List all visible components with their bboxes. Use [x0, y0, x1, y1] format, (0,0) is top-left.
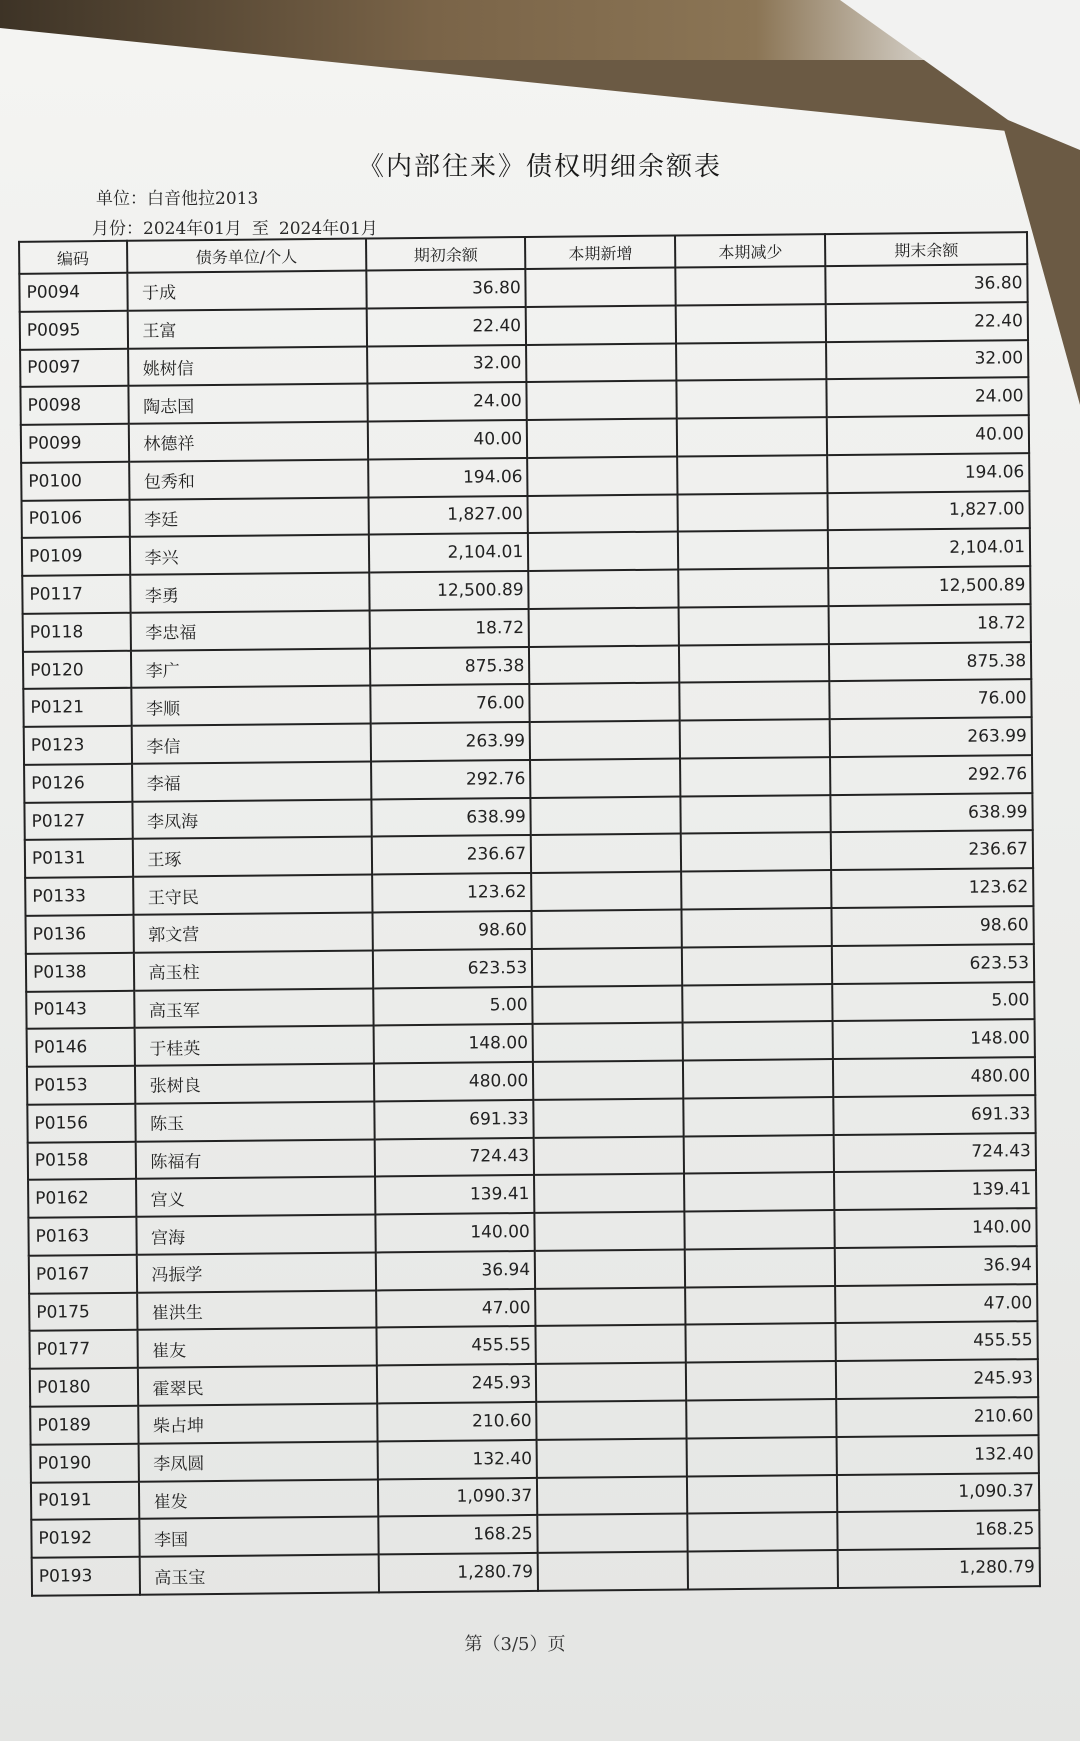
row-period-reduced: [680, 757, 830, 796]
row-code: P0117: [22, 575, 130, 614]
row-debtor-name: 李兴: [129, 535, 369, 575]
row-closing-balance: 32.00: [826, 340, 1028, 380]
row-closing-balance: 24.00: [827, 377, 1029, 417]
row-opening-balance: 5.00: [373, 986, 532, 1025]
row-closing-balance: 691.33: [834, 1095, 1036, 1135]
row-opening-balance: 623.53: [373, 949, 532, 988]
row-period-reduced: [686, 1399, 836, 1438]
row-debtor-name: 崔友: [137, 1328, 377, 1368]
row-period-added: [528, 494, 678, 533]
row-debtor-name: 陈玉: [135, 1101, 375, 1141]
row-period-added: [526, 305, 676, 344]
row-opening-balance: 36.80: [367, 269, 526, 308]
header-period-reduced: 本期减少: [675, 234, 825, 267]
row-period-added: [529, 645, 679, 684]
row-period-reduced: [676, 342, 826, 381]
row-closing-balance: 18.72: [829, 604, 1031, 644]
row-period-added: [527, 456, 677, 495]
row-period-reduced: [684, 1097, 834, 1136]
row-debtor-name: 包秀和: [129, 459, 369, 499]
row-period-reduced: [679, 606, 829, 645]
row-opening-balance: 263.99: [371, 722, 530, 761]
row-closing-balance: 292.76: [830, 755, 1032, 795]
row-debtor-name: 王琢: [132, 837, 372, 877]
row-closing-balance: 36.80: [826, 264, 1028, 304]
row-opening-balance: 691.33: [374, 1100, 533, 1139]
row-closing-balance: 623.53: [832, 944, 1034, 984]
row-closing-balance: 36.94: [835, 1246, 1037, 1286]
row-code: P0175: [29, 1292, 137, 1331]
row-closing-balance: 210.60: [837, 1397, 1039, 1437]
row-debtor-name: 王富: [127, 308, 367, 348]
row-period-added: [531, 834, 681, 873]
row-code: P0097: [20, 348, 128, 387]
row-debtor-name: 姚树信: [128, 346, 368, 386]
row-period-added: [536, 1325, 686, 1364]
header-closing-balance: 期末余额: [825, 232, 1027, 266]
row-period-added: [533, 1061, 683, 1100]
row-opening-balance: 32.00: [367, 345, 526, 384]
row-closing-balance: 40.00: [827, 415, 1029, 455]
header-opening-balance: 期初余额: [366, 237, 525, 271]
row-opening-balance: 40.00: [368, 420, 527, 459]
row-code: P0100: [21, 462, 129, 501]
row-debtor-name: 李广: [130, 648, 370, 688]
row-closing-balance: 5.00: [833, 982, 1035, 1022]
row-period-reduced: [682, 946, 832, 985]
row-period-reduced: [681, 870, 831, 909]
row-opening-balance: 2,104.01: [369, 533, 528, 572]
row-debtor-name: 李廷: [129, 497, 369, 537]
row-opening-balance: 22.40: [367, 307, 526, 346]
row-code: P0192: [31, 1519, 139, 1558]
row-code: P0162: [28, 1179, 136, 1218]
period-to-label: 至: [251, 219, 269, 239]
row-debtor-name: 李凤海: [132, 799, 372, 839]
row-period-reduced: [681, 795, 831, 834]
row-period-reduced: [683, 1021, 833, 1060]
row-code: P0127: [24, 801, 132, 840]
row-period-reduced: [685, 1248, 835, 1287]
row-period-reduced: [676, 266, 826, 305]
row-opening-balance: 1,090.37: [378, 1477, 537, 1516]
row-closing-balance: 47.00: [835, 1284, 1037, 1324]
row-code: P0098: [20, 386, 128, 425]
row-opening-balance: 168.25: [378, 1515, 537, 1554]
row-period-added: [537, 1514, 687, 1553]
row-code: P0146: [27, 1028, 135, 1067]
row-closing-balance: 194.06: [827, 453, 1029, 493]
row-period-reduced: [685, 1286, 835, 1325]
row-period-reduced: [677, 417, 827, 456]
row-debtor-name: 陈福有: [135, 1139, 375, 1179]
row-closing-balance: 263.99: [830, 717, 1032, 757]
row-closing-balance: 1,280.79: [838, 1548, 1040, 1588]
row-period-reduced: [688, 1550, 838, 1589]
row-period-added: [530, 721, 680, 760]
row-period-reduced: [687, 1437, 837, 1476]
row-closing-balance: 12,500.89: [829, 566, 1031, 606]
unit-label: 单位：: [96, 189, 147, 209]
row-period-added: [535, 1249, 685, 1288]
row-code: P0153: [27, 1066, 135, 1105]
row-opening-balance: 140.00: [376, 1213, 535, 1252]
row-opening-balance: 47.00: [376, 1289, 535, 1328]
row-period-reduced: [683, 1059, 833, 1098]
row-opening-balance: 480.00: [374, 1062, 533, 1101]
row-period-reduced: [677, 455, 827, 494]
row-opening-balance: 98.60: [373, 911, 532, 950]
row-period-added: [535, 1287, 685, 1326]
row-period-reduced: [677, 379, 827, 418]
row-code: P0121: [23, 688, 131, 727]
row-code: P0136: [26, 915, 134, 954]
row-debtor-name: 李凤圆: [138, 1441, 378, 1481]
row-closing-balance: 245.93: [836, 1359, 1038, 1399]
row-period-added: [526, 268, 676, 307]
row-closing-balance: 2,104.01: [828, 529, 1030, 569]
row-debtor-name: 于成: [127, 271, 367, 311]
row-opening-balance: 148.00: [374, 1024, 533, 1063]
row-debtor-name: 林德祥: [128, 422, 368, 462]
header-code: 编码: [19, 241, 127, 274]
row-period-reduced: [682, 984, 832, 1023]
row-period-added: [532, 947, 682, 986]
row-period-reduced: [679, 644, 829, 683]
row-closing-balance: 76.00: [830, 680, 1032, 720]
row-opening-balance: 638.99: [372, 798, 531, 837]
row-period-added: [530, 683, 680, 722]
row-opening-balance: 76.00: [370, 684, 529, 723]
row-opening-balance: 18.72: [370, 609, 529, 648]
row-code: P0167: [29, 1255, 137, 1294]
row-code: P0095: [20, 311, 128, 350]
row-code: P0133: [25, 877, 133, 916]
row-debtor-name: 李勇: [130, 573, 370, 613]
row-period-added: [536, 1400, 686, 1439]
row-closing-balance: 132.40: [837, 1435, 1039, 1475]
row-period-reduced: [679, 568, 829, 607]
row-debtor-name: 李忠福: [130, 610, 370, 650]
row-debtor-name: 李国: [139, 1517, 379, 1557]
row-closing-balance: 724.43: [834, 1133, 1036, 1173]
row-opening-balance: 875.38: [370, 647, 529, 686]
row-period-reduced: [680, 719, 830, 758]
row-code: P0118: [23, 613, 131, 652]
row-opening-balance: 1,827.00: [369, 496, 528, 535]
row-period-reduced: [684, 1172, 834, 1211]
row-period-added: [532, 910, 682, 949]
row-debtor-name: 王守民: [133, 875, 373, 915]
row-period-added: [528, 570, 678, 609]
page-number: 第（3/5）页: [464, 1634, 566, 1655]
row-period-reduced: [682, 908, 832, 947]
period-from: 2024年01月: [143, 219, 242, 239]
row-code: P0094: [19, 273, 127, 312]
row-closing-balance: 638.99: [831, 793, 1033, 833]
row-code: P0158: [28, 1141, 136, 1180]
row-opening-balance: 210.60: [377, 1402, 536, 1441]
row-period-reduced: [680, 681, 830, 720]
row-opening-balance: 36.94: [376, 1251, 535, 1290]
row-debtor-name: 高玉军: [134, 988, 374, 1028]
row-closing-balance: 875.38: [829, 642, 1031, 682]
row-debtor-name: 宫义: [136, 1177, 376, 1217]
row-opening-balance: 1,280.79: [379, 1553, 538, 1592]
row-opening-balance: 24.00: [368, 382, 527, 421]
header-debtor: 债务单位/个人: [127, 239, 367, 273]
row-period-added: [537, 1438, 687, 1477]
row-closing-balance: 455.55: [836, 1322, 1038, 1362]
row-opening-balance: 194.06: [368, 458, 527, 497]
row-debtor-name: 李福: [132, 761, 372, 801]
row-code: P0190: [31, 1443, 139, 1482]
row-period-added: [534, 1174, 684, 1213]
row-period-added: [536, 1363, 686, 1402]
row-debtor-name: 郭文营: [133, 912, 373, 952]
row-period-added: [531, 872, 681, 911]
row-period-reduced: [676, 304, 826, 343]
row-period-added: [535, 1212, 685, 1251]
row-period-added: [529, 607, 679, 646]
unit-line: [96, 184, 258, 209]
row-period-added: [532, 985, 682, 1024]
row-period-reduced: [686, 1361, 836, 1400]
row-opening-balance: 123.62: [372, 873, 531, 912]
row-debtor-name: 崔洪生: [137, 1290, 377, 1330]
row-debtor-name: 高玉宝: [139, 1554, 379, 1594]
row-debtor-name: 张树良: [134, 1064, 374, 1104]
row-period-added: [526, 343, 676, 382]
row-code: P0126: [24, 764, 132, 803]
row-period-reduced: [681, 833, 831, 872]
row-period-added: [534, 1136, 684, 1175]
row-closing-balance: 98.60: [832, 906, 1034, 946]
row-code: P0143: [26, 990, 134, 1029]
row-period-reduced: [685, 1210, 835, 1249]
row-closing-balance: 168.25: [838, 1510, 1040, 1550]
row-code: P0123: [24, 726, 132, 765]
row-period-added: [530, 758, 680, 797]
row-debtor-name: 宫海: [136, 1215, 376, 1255]
row-period-reduced: [678, 493, 828, 532]
row-closing-balance: 1,090.37: [837, 1473, 1039, 1513]
row-closing-balance: 22.40: [826, 302, 1028, 342]
row-code: P0163: [28, 1217, 136, 1256]
row-code: P0131: [25, 839, 133, 878]
row-debtor-name: 柴占坤: [138, 1403, 378, 1443]
row-opening-balance: 724.43: [375, 1138, 534, 1177]
row-opening-balance: 292.76: [371, 760, 530, 799]
row-code: P0138: [26, 953, 134, 992]
row-code: P0177: [29, 1330, 137, 1369]
row-debtor-name: 李信: [131, 724, 371, 764]
row-opening-balance: 245.93: [377, 1364, 536, 1403]
row-code: P0189: [30, 1406, 138, 1445]
row-period-added: [537, 1476, 687, 1515]
row-period-added: [534, 1098, 684, 1137]
document-title: 《内部往来》债权明细余额表: [357, 152, 722, 182]
balance-table: [18, 231, 1041, 1597]
row-closing-balance: 1,827.00: [828, 491, 1030, 531]
row-closing-balance: 480.00: [833, 1057, 1035, 1097]
row-period-added: [533, 1023, 683, 1062]
row-closing-balance: 140.00: [835, 1208, 1037, 1248]
row-period-added: [527, 381, 677, 420]
row-code: P0120: [23, 650, 131, 689]
period-line: [92, 214, 378, 239]
row-period-added: [531, 796, 681, 835]
row-closing-balance: 236.67: [831, 831, 1033, 871]
row-period-added: [528, 532, 678, 571]
row-code: P0156: [27, 1104, 135, 1143]
row-debtor-name: 李顺: [131, 686, 371, 726]
row-opening-balance: 455.55: [377, 1326, 536, 1365]
balance-table-wrapper: [18, 231, 1041, 1597]
row-period-added: [538, 1552, 688, 1591]
row-opening-balance: 236.67: [372, 835, 531, 874]
period-to: 2024年01月: [278, 219, 378, 239]
row-opening-balance: 139.41: [375, 1175, 534, 1214]
row-opening-balance: 12,500.89: [369, 571, 528, 610]
row-code: P0193: [32, 1557, 140, 1596]
row-period-reduced: [684, 1135, 834, 1174]
row-period-added: [527, 419, 677, 458]
header-period-added: 本期新增: [525, 236, 675, 269]
row-code: P0109: [22, 537, 130, 576]
row-debtor-name: 陶志国: [128, 384, 368, 424]
row-period-reduced: [686, 1323, 836, 1362]
row-code: P0099: [21, 424, 129, 463]
row-opening-balance: 132.40: [378, 1440, 537, 1479]
row-debtor-name: 冯振学: [136, 1252, 376, 1292]
row-code: P0191: [31, 1481, 139, 1520]
row-debtor-name: 于桂英: [134, 1026, 374, 1066]
row-period-reduced: [678, 530, 828, 569]
row-closing-balance: 123.62: [831, 868, 1033, 908]
row-code: P0106: [22, 499, 130, 538]
row-closing-balance: 148.00: [833, 1019, 1035, 1059]
period-label: 月份：: [92, 219, 143, 239]
row-debtor-name: 高玉柱: [133, 950, 373, 990]
row-closing-balance: 139.41: [834, 1170, 1036, 1210]
row-period-reduced: [688, 1512, 838, 1551]
row-debtor-name: 崔发: [138, 1479, 378, 1519]
row-code: P0180: [30, 1368, 138, 1407]
row-debtor-name: 霍翠民: [137, 1366, 377, 1406]
unit-value: 白音他拉2013: [147, 189, 259, 209]
row-period-reduced: [687, 1475, 837, 1514]
table-body: [19, 264, 1040, 1596]
